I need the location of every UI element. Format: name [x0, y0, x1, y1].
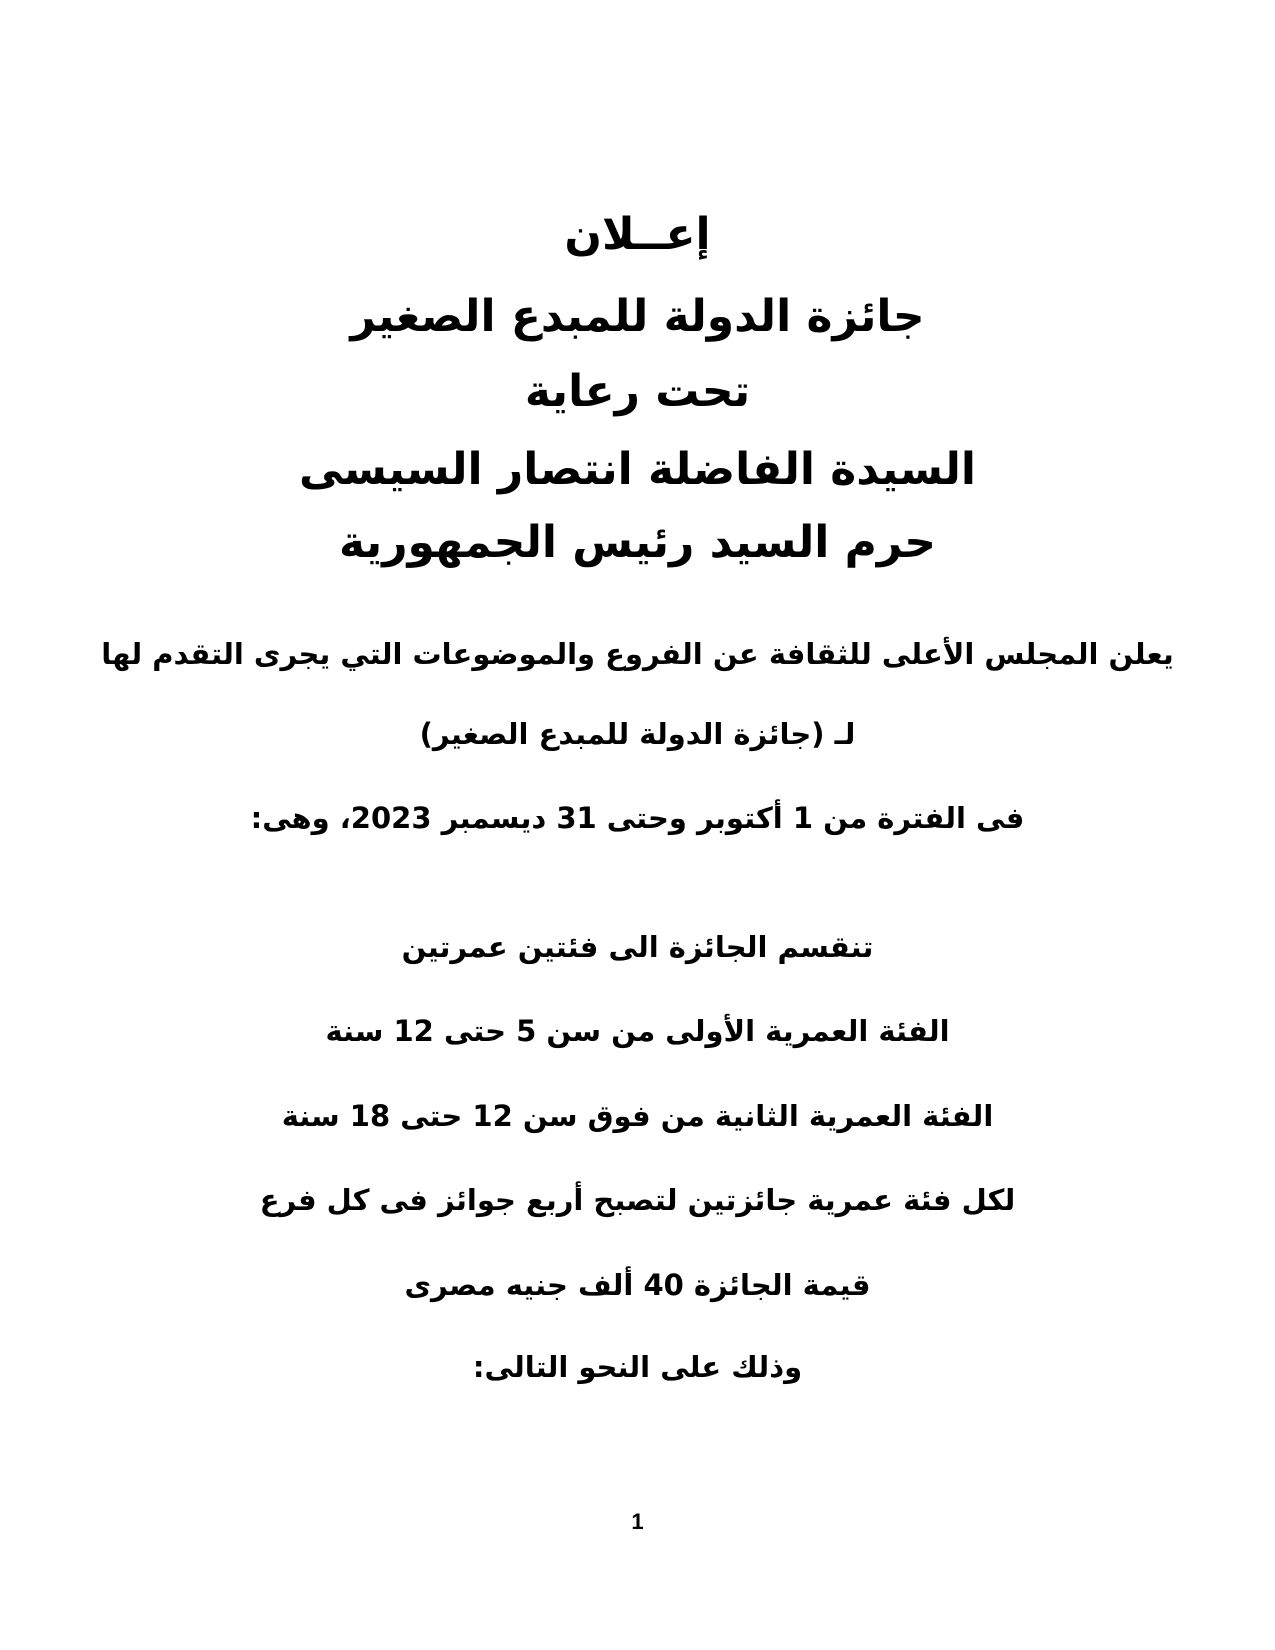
award-name-heading: جائزة الدولة للمبدع الصغير: [350, 291, 925, 342]
page-number: 1: [631, 1509, 644, 1534]
intro-line-2: لـ (جائزة الدولة للمبدع الصغير): [419, 717, 856, 751]
age-group-1-line: الفئة العمرية الأولى من سن 5 حتى 12 سنة: [325, 1014, 950, 1048]
intro-line-3: فى الفترة من 1 أكتوبر وحتى 31 ديسمبر 2023، وهى:: [250, 801, 1025, 835]
announcement-heading: إعــلان: [564, 209, 711, 260]
division-line: تنقسم الجائزة الى فئتين عمرتين: [401, 930, 874, 964]
patronage-heading: تحت رعاية: [524, 366, 751, 417]
patron-title-heading: حرم السيد رئيس الجمهورية: [338, 517, 937, 568]
prize-value-line: قيمة الجائزة 40 ألف جنيه مصرى: [404, 1268, 871, 1302]
age-group-2-line: الفئة العمرية الثانية من فوق سن 12 حتى 18 سنة: [281, 1099, 994, 1133]
patron-name-heading: السيدة الفاضلة انتصار السيسى: [298, 444, 977, 495]
prizes-line: لكل فئة عمرية جائزتين لتصبح أربع جوائز فى كل فرع: [259, 1183, 1016, 1217]
intro-line-1: يعلن المجلس الأعلى للثقافة عن الفروع والموضوعات التي يجرى التقدم لها: [101, 637, 1174, 671]
as-follows-line: وذلك على النحو التالى:: [472, 1350, 803, 1384]
